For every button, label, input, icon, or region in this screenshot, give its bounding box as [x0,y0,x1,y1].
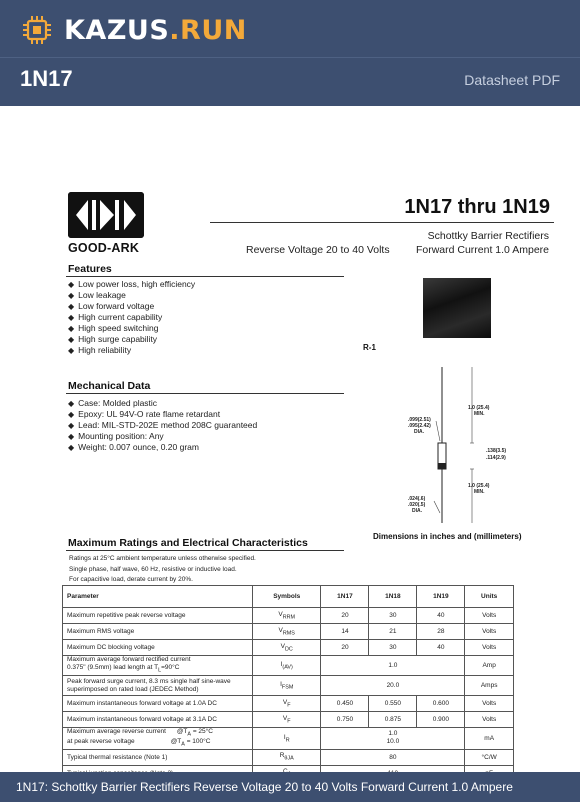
ratings-rule [66,550,344,551]
table-row: Maximum average reverse current $@T_A = 25^\circ C$ at peak reverse voltage $@T_A = 100^\circ C$ $I_R$ 1.0 10.0 mA [63,728,514,750]
dim-body-dia-1: .099(2.51) [408,417,431,423]
mechanical-list [68,398,257,453]
package-photo [423,278,491,338]
package-label: R-1 [363,343,376,352]
col-1n19: 1N19 [417,586,465,608]
dim-lead-dia-1: .024(.6) [408,496,426,502]
list-item: ◆ Epoxy: UL 94V-O rate flame retardant [68,409,257,420]
dim-lead-dia-2: .020(.5) [408,502,426,508]
list-item: ◆ High current capability [68,312,195,323]
part-title: 1N17 thru 1N19 [404,196,550,218]
footer-caption: 1N17: Schottky Barrier Rectifiers Reverse Voltage 20 to 40 Volts Forward Current 1.0 Ampere [0,772,580,802]
ratings-notes [69,554,256,586]
ratings-table [62,585,514,782]
datasheet-pdf-link[interactable]: Datasheet PDF [464,72,560,88]
mechanical-heading: Mechanical Data [68,380,151,392]
dimensions-caption: Dimensions in inches and (millimeters) [373,532,522,541]
table-row: Peak forward surge current, 8.3 ms single half sine-wave superimposed on rated load (JEDEC Method) $I_{FSM}$ 20.0 Amps [63,676,514,696]
chip-icon [22,15,52,45]
outline-drawing [400,361,530,526]
features-heading: Features [68,263,112,275]
table-row: Maximum RMS voltage $V_{RMS}$ 14 21 28 Volts [63,624,514,640]
table-row: Maximum DC blocking voltage $V_{DC}$ 20 30 40 Volts [63,640,514,656]
col-parameter: Parameter [63,586,253,608]
good-ark-logo-icon [68,192,144,238]
dim-lead-dia-label: DIA. [412,508,422,514]
list-item: ◆ Low forward voltage [68,301,195,312]
logo-text: GOOD-ARK [68,241,140,255]
list-item: ◆ Mounting position: Any [68,431,257,442]
table-row: Maximum instantaneous forward voltage at 3.1A DC $V_F$ 0.750 0.875 0.900 Volts [63,712,514,728]
table-row: Maximum repetitive peak reverse voltage $V_{RRM}$ 20 30 40 Volts [63,608,514,624]
note-line: Single phase, half wave, 60 Hz, resistive or inductive load. [69,565,237,573]
dim-lead-bot-min: MIN. [474,489,485,495]
features-list [68,279,195,356]
col-1n17: 1N17 [321,586,369,608]
table-header-row [63,586,514,608]
dim-lead-top: 1.0 (25.4) [468,405,490,411]
table-row: Typical thermal resistance (Note 1) $R_{\theta JA}$ 80 °C/W [63,749,514,765]
note-line: For capacitive load, derate current by 20%. [69,576,193,583]
datasheet-page [0,106,580,772]
current-spec: Forward Current 1.0 Ampere [415,244,549,256]
list-item: ◆ Low leakage [68,290,195,301]
list-item: ◆ High speed switching [68,323,195,334]
list-item: ◆ High surge capability [68,334,195,345]
doc-title: 1N17 [20,66,73,91]
site-header [0,0,580,106]
table-row: Maximum average forward rectified current 0.375" (9.5mm) lead length at $T_L=90^\circ C$ $I_{(AV)}$ 1.0 Amp [63,656,514,676]
list-item: ◆ Lead: MIL-STD-202E method 208C guaranteed [68,420,257,431]
dim-body-dia-label: DIA. [414,429,424,435]
list-item: ◆ Weight: 0.007 ounce, 0.20 gram [68,442,257,453]
list-item: ◆ Case: Molded plastic [68,398,257,409]
dim-body-len-2: .114(2.9) [486,455,506,461]
voltage-spec: Reverse Voltage 20 to 40 Volts [246,244,390,256]
features-rule [66,276,344,277]
dim-lead-bot: 1.0 (25.4) [468,483,490,489]
table-row: Maximum instantaneous forward voltage at 1.0A DC $V_F$ 0.450 0.550 0.600 Volts [63,696,514,712]
dim-body-len-1: .138(3.5) [486,448,507,454]
mechanical-rule [66,393,344,394]
col-1n18: 1N18 [369,586,417,608]
note-line: Ratings at 25°C ambient temperature unless otherwise specified. [69,555,256,562]
col-units: Units [465,586,514,608]
ratings-heading: Maximum Ratings and Electrical Characteristics [68,537,308,549]
title-rule [210,222,554,223]
subtitle: Schottky Barrier Rectifiers [427,230,549,242]
brand-name: KAZUS.RUN [64,14,247,46]
header-divider [0,57,580,58]
list-item: ◆ Low power loss, high efficiency [68,279,195,290]
site-logo[interactable] [22,12,247,48]
list-item: ◆ High reliability [68,345,195,356]
dim-body-dia-2: .095(2.42) [408,423,431,429]
dim-lead-top-min: MIN. [474,411,485,417]
col-symbols: Symbols [253,586,321,608]
